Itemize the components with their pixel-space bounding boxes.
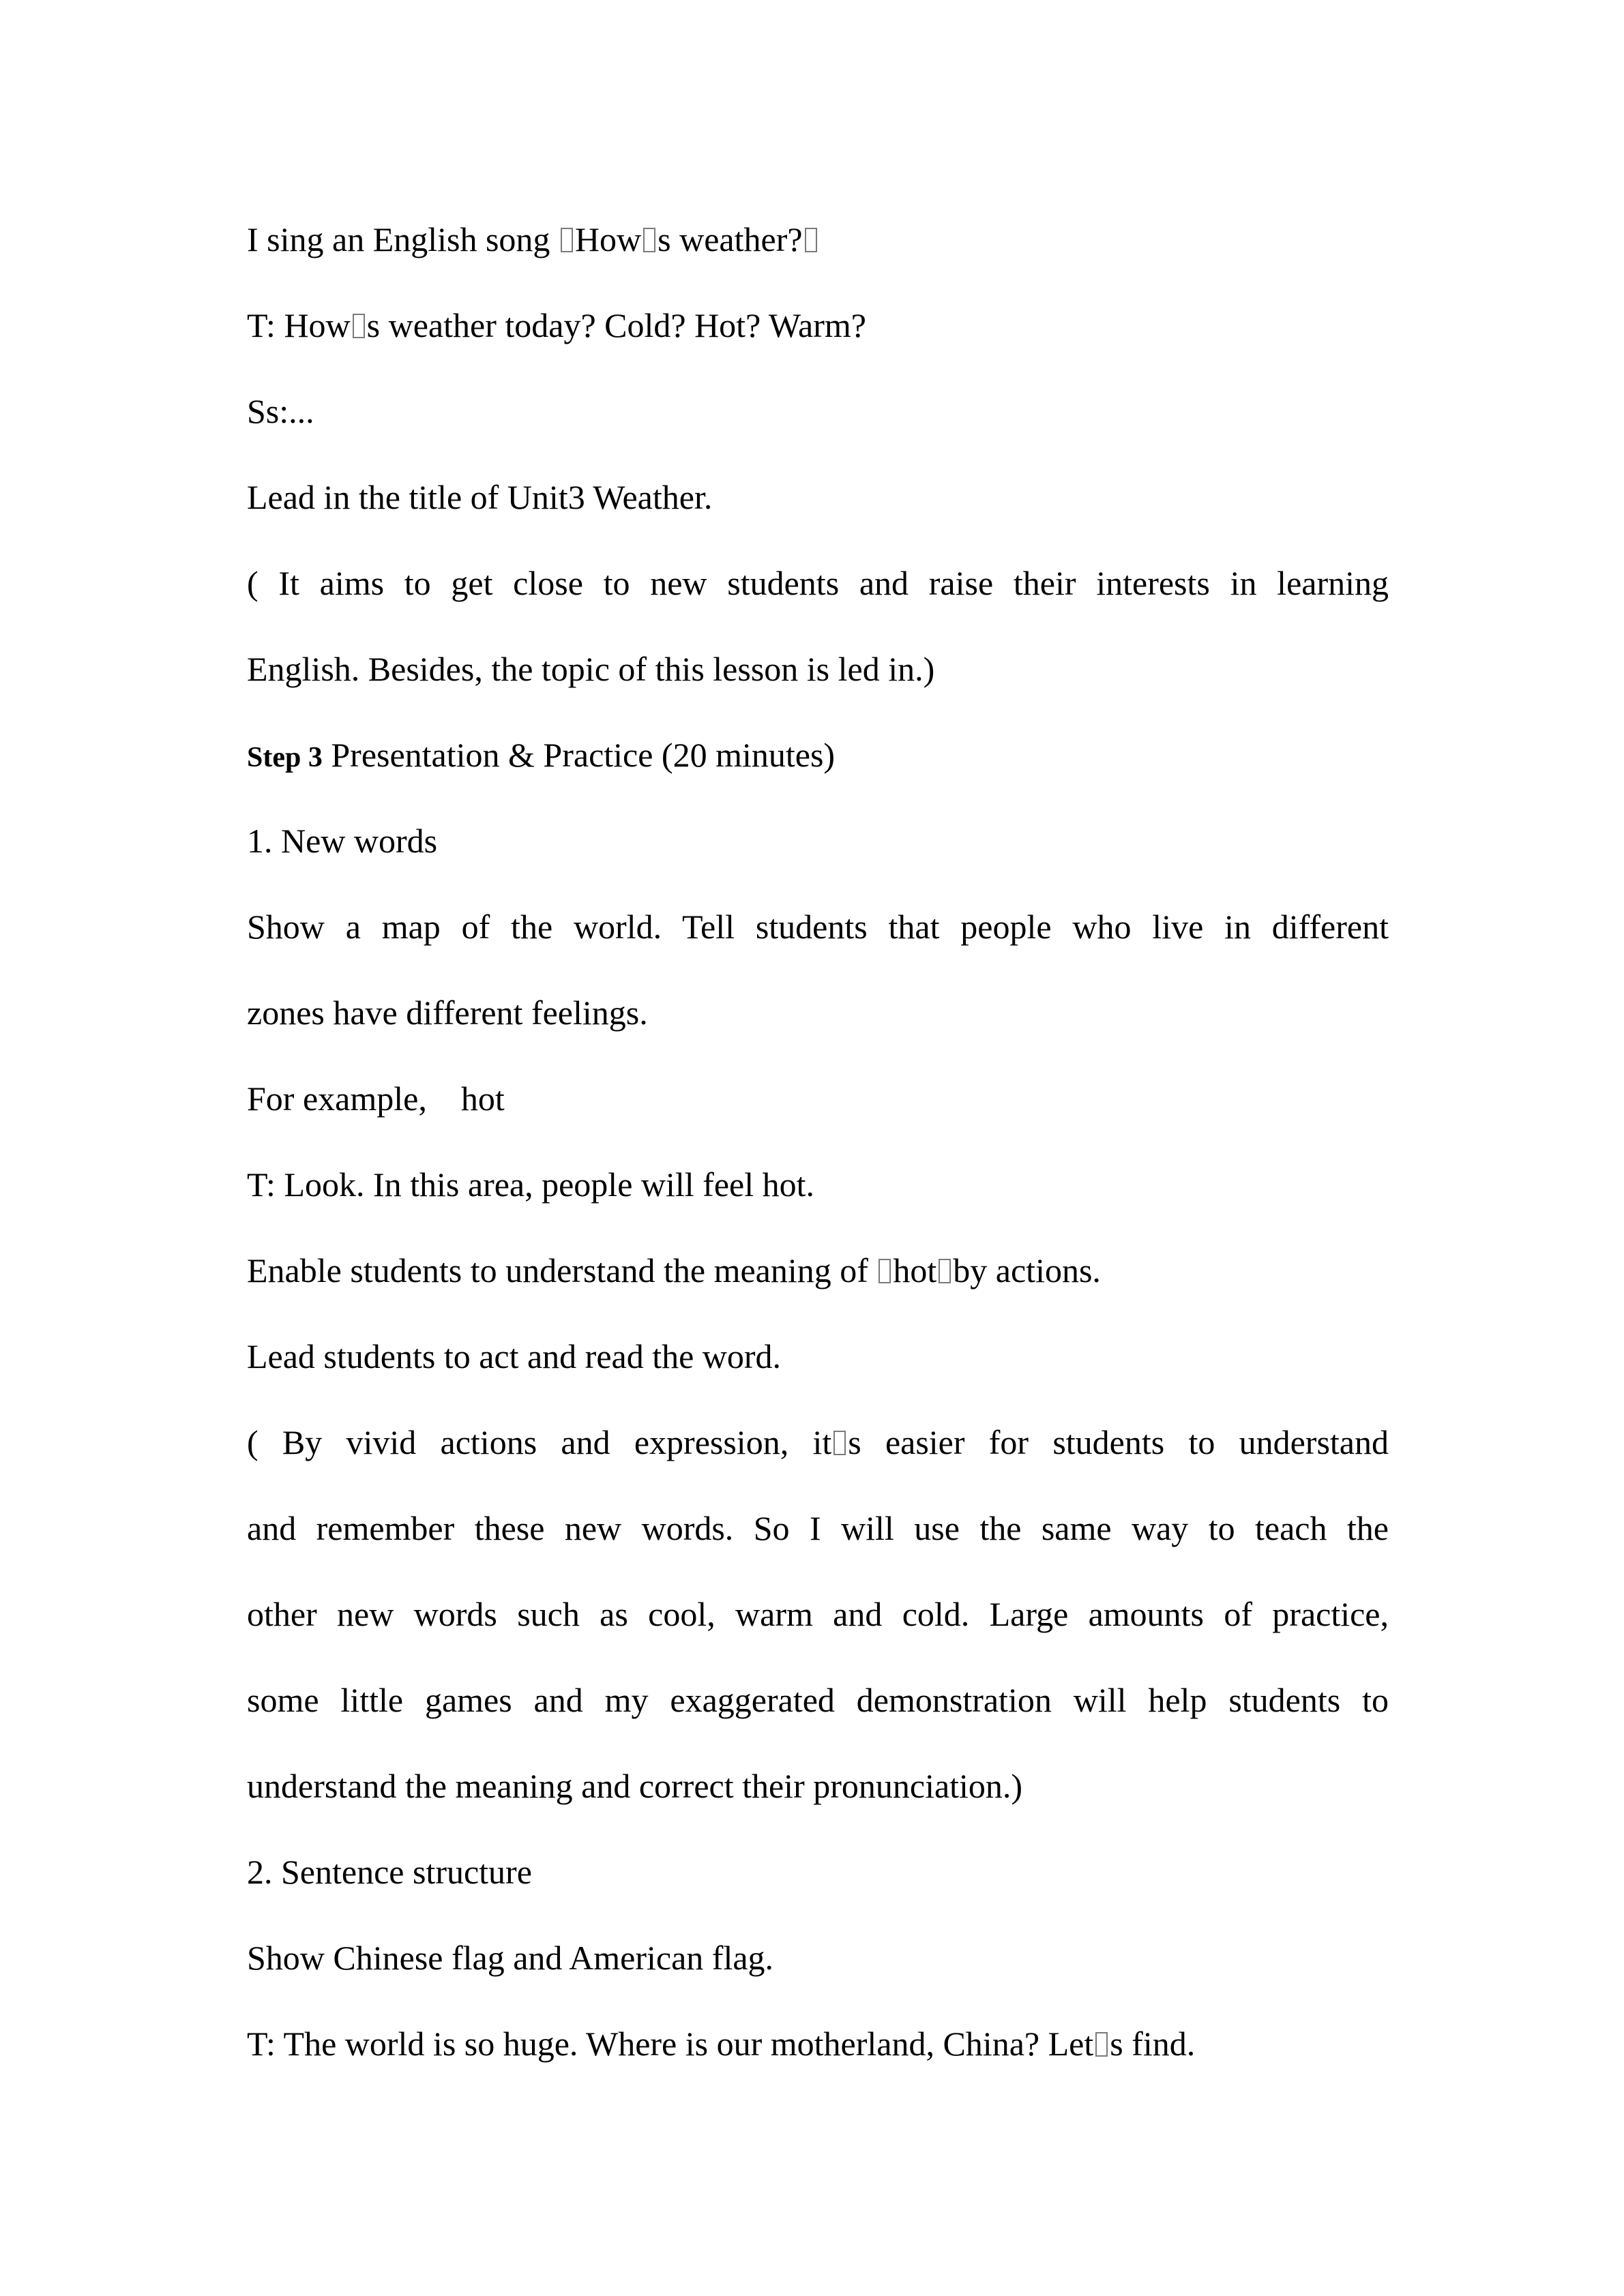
text-line-10 bbox=[247, 970, 1389, 1056]
text-line-6 bbox=[247, 626, 1389, 712]
text-run: by actions. bbox=[953, 1251, 1101, 1289]
text-run: s find. bbox=[1110, 2025, 1196, 2063]
text-run: Enable students to understand the meaning of bbox=[247, 1251, 877, 1289]
text-run: Ss:... bbox=[247, 392, 314, 430]
text-line-20 bbox=[247, 1829, 1389, 1915]
text-line-2 bbox=[247, 282, 1389, 368]
text-run: other new words such as cool, warm and cold. Large amounts of practice, bbox=[247, 1595, 1389, 1633]
text-run: T: The world is so huge. Where is our motherland, China? Let bbox=[247, 2025, 1094, 2063]
text-run: I sing an English song bbox=[247, 220, 559, 258]
text-line-16 bbox=[247, 1485, 1389, 1571]
text-run: zones have different feelings. bbox=[247, 994, 648, 1032]
text-line-11 bbox=[247, 1056, 1389, 1142]
text-run: Lead students to act and read the word. bbox=[247, 1337, 782, 1375]
text-line-7 bbox=[247, 712, 1389, 798]
text-run: T: Look. In this area, people will feel hot. bbox=[247, 1165, 814, 1204]
text-line-5 bbox=[247, 540, 1389, 626]
text-line-3 bbox=[247, 368, 1389, 454]
text-run: ( It aims to get close to new students and raise their interests in learning bbox=[247, 564, 1389, 602]
text-line-22 bbox=[247, 2001, 1389, 2087]
document-page bbox=[247, 196, 1389, 2087]
text-run: s weather today? Cold? Hot? Warm? bbox=[366, 306, 866, 344]
text-run: 1. New words bbox=[247, 822, 438, 860]
text-line-8 bbox=[247, 798, 1389, 884]
missing-glyph-box bbox=[939, 1259, 951, 1283]
text-run: Lead in the title of Unit3 Weather. bbox=[247, 478, 713, 516]
missing-glyph-box bbox=[833, 1431, 846, 1455]
text-line-14 bbox=[247, 1313, 1389, 1399]
text-run: How bbox=[574, 220, 642, 258]
text-run: Presentation & Practice (20 minutes) bbox=[322, 736, 836, 774]
text-line-15 bbox=[247, 1399, 1389, 1485]
text-line-13 bbox=[247, 1227, 1389, 1313]
text-line-1 bbox=[247, 196, 1389, 282]
text-line-17 bbox=[247, 1571, 1389, 1657]
text-run: some little games and my exaggerated demonstration will help students to bbox=[247, 1681, 1389, 1719]
text-run: s weather? bbox=[658, 220, 803, 258]
step-label: Step 3 bbox=[247, 742, 323, 773]
text-line-12 bbox=[247, 1142, 1389, 1227]
text-run: Show a map of the world. Tell students that people who live in different bbox=[247, 908, 1389, 946]
missing-glyph-box bbox=[561, 228, 573, 252]
text-run: 2. Sentence structure bbox=[247, 1853, 532, 1891]
missing-glyph-box bbox=[643, 228, 655, 252]
text-line-18 bbox=[247, 1657, 1389, 1743]
text-run: understand the meaning and correct their pronunciation.) bbox=[247, 1767, 1023, 1805]
text-run: English. Besides, the topic of this lesson is led in.) bbox=[247, 650, 935, 688]
text-run: and remember these new words. So I will use the same way to teach the bbox=[247, 1509, 1389, 1547]
text-line-9 bbox=[247, 884, 1389, 970]
text-run: ( By vivid actions and expression, it bbox=[247, 1423, 832, 1461]
missing-glyph-box bbox=[879, 1259, 891, 1283]
text-run: Show Chinese flag and American flag. bbox=[247, 1939, 774, 1977]
missing-glyph-box bbox=[353, 314, 365, 338]
text-run: hot bbox=[893, 1251, 937, 1289]
text-line-4 bbox=[247, 454, 1389, 540]
text-run: For example, hot bbox=[247, 1079, 505, 1118]
missing-glyph-box bbox=[1095, 2032, 1108, 2057]
text-line-21 bbox=[247, 1915, 1389, 2001]
text-run: T: How bbox=[247, 306, 351, 344]
missing-glyph-box bbox=[805, 228, 817, 252]
text-run: s easier for students to understand bbox=[848, 1423, 1389, 1461]
text-line-19 bbox=[247, 1743, 1389, 1829]
